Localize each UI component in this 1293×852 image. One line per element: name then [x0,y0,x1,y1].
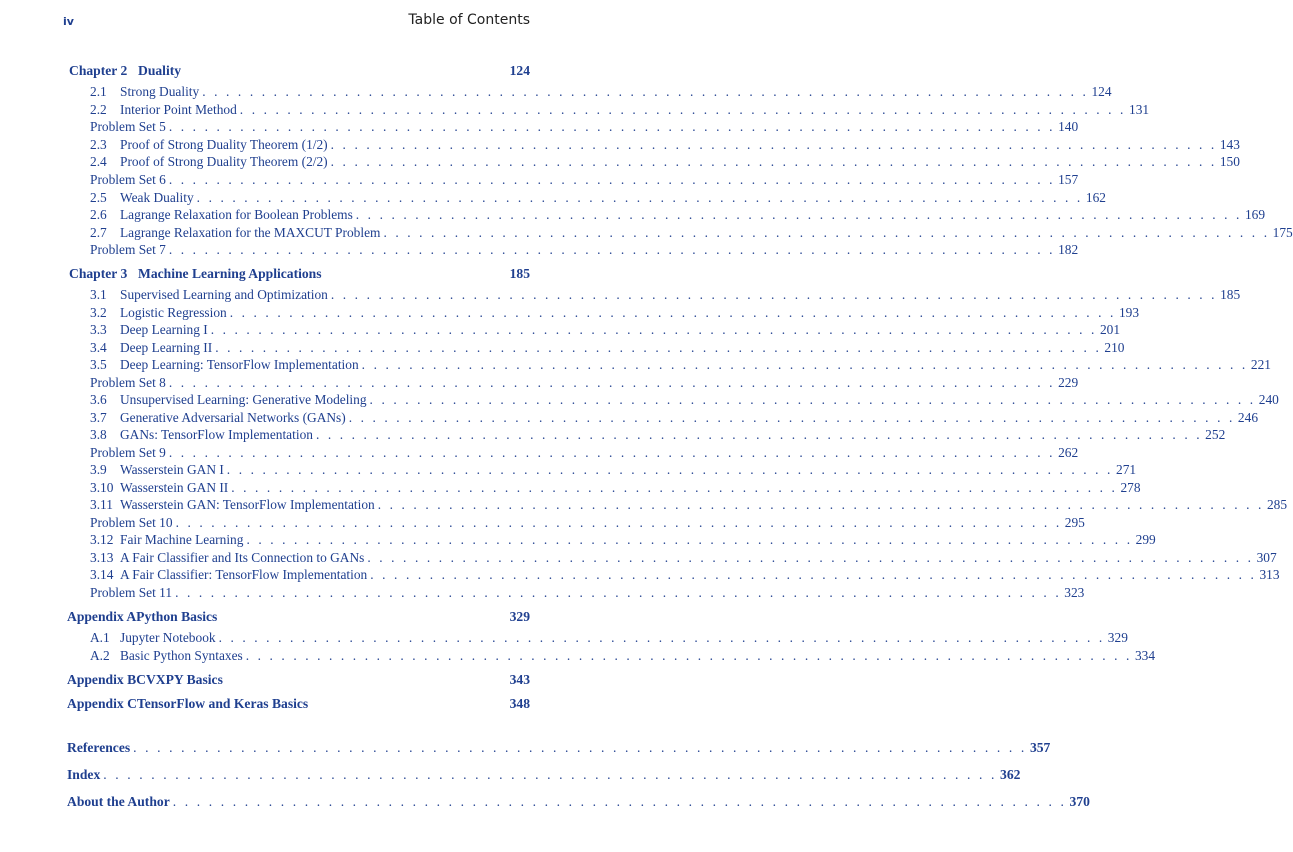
entry-label [90,224,380,241]
section-page: 285 [1266,497,1288,512]
section-number: 2.5 [90,189,107,205]
section-page: 271 [1116,462,1137,477]
section-page: 329 [1107,630,1128,645]
appendixB-heading[interactable] [67,671,530,688]
leader-dots: . . . . . . . . . . . . . . . . . . . . . . . . . . . . . . . . . . . . . . . . . . . . . . . . . . . . . . . . . . . . . . . . . . . . . . . . . . . [210,322,1097,337]
leader-dots: . . . . . . . . . . . . . . . . . . . . . . . . . . . . . . . . . . . . . . . . . . . . . . . . . . . . . . . . . . . . . . . . . . . . . . . . . . . [245,648,1132,663]
section-number: 3.8 [90,427,107,442]
backmatter-entry[interactable] [67,793,1090,810]
leader-dots: . . . . . . . . . . . . . . . . . . . . . . . . . . . . . . . . . . . . . . . . . . . . . . . . . . . . . . . . . . . . . . . . . . . . . . . . . . . [172,794,1067,809]
toc-entry[interactable] [90,136,1240,153]
leader-dots: . . . . . . . . . . . . . . . . . . . . . . . . . . . . . . . . . . . . . . . . . . . . . . . . . . . . . . . . . . . . . . . . . . . . . . . . . . . [202,84,1089,99]
toc-entry[interactable] [90,224,1293,241]
entry-label [90,496,375,513]
chapter-page: 329 [509,609,530,624]
toc-entry[interactable] [90,189,1106,206]
entry-label [90,286,328,303]
leader-dots: . . . . . . . . . . . . . . . . . . . . . . . . . . . . . . . . . . . . . . . . . . . . . . . . . . . . . . . . . . . . . . . . . . . . . . . . . . . [330,287,1218,302]
entry-label [90,118,166,135]
entry-label [90,426,313,443]
toc-entry[interactable] [90,426,1226,443]
toc-entry[interactable] [90,444,1079,461]
section-title: Problem Set 7 [90,242,166,258]
section-number: 3.6 [90,392,107,407]
section-page: 140 [1058,119,1079,135]
section-number: 3.11 [90,497,113,512]
chapter-number: Appendix B [67,672,137,687]
leader-dots: . . . . . . . . . . . . . . . . . . . . . . . . . . . . . . . . . . . . . . . . . . . . . . . . . . . . . . . . . . . . . . . . . . . . . . . . . . . [218,630,1105,645]
entry-label [90,304,227,321]
chapter-label [67,695,308,712]
chapter3-heading[interactable] [69,265,530,282]
section-page: 221 [1250,357,1271,372]
section-title: Strong Duality [120,84,200,99]
section-number: 3.5 [90,357,107,372]
section-page: 169 [1244,207,1266,223]
section-page: 334 [1134,648,1156,663]
section-title: Supervised Learning and Optimization [120,287,328,302]
section-page: 185 [1220,287,1241,302]
toc-entry[interactable] [90,531,1156,548]
section-page: 278 [1120,479,1141,495]
entry-label [90,171,166,188]
leader-dots: . . . . . . . . . . . . . . . . . . . . . . . . . . . . . . . . . . . . . . . . . . . . . . . . . . . . . . . . . . . . . . . . . . . . . . . . . . . [231,479,1118,495]
chapter2-heading[interactable] [69,62,530,79]
section-title: Problem Set 11 [90,584,173,600]
section-title: Deep Learning I [120,322,208,337]
leader-dots: . . . . . . . . . . . . . . . . . . . . . . . . . . . . . . . . . . . . . . . . . . . . . . . . . . . . . . . . . . . . . . . . . . . . . . . . . . . [168,374,1056,390]
section-title: GANs: TensorFlow Implementation [120,427,313,442]
section-number: 3.9 [90,462,107,477]
section-title: Wasserstein GAN: TensorFlow Implementation [120,497,375,512]
entry-label [90,339,212,356]
section-title: Jupyter Notebook [120,630,216,645]
section-title: Deep Learning: TensorFlow Implementation [120,357,359,372]
section-number: A.1 [90,630,110,645]
section-page: 150 [1219,154,1240,170]
backmatter-page: 357 [1029,740,1051,755]
section-number: 2.4 [90,154,107,170]
backmatter-page: 362 [1000,767,1021,782]
chapter-number: Chapter 3 [69,266,128,281]
entry-label [90,479,228,496]
section-title: Problem Set 5 [90,119,166,135]
chapter-label [67,671,223,688]
leader-dots: . . . . . . . . . . . . . . . . . . . . . . . . . . . . . . . . . . . . . . . . . . . . . . . . . . . . . . . . . . . . . . . . . . . . . . . . . . . [367,549,1254,565]
leader-dots: . . . . . . . . . . . . . . . . . . . . . . . . . . . . . . . . . . . . . . . . . . . . . . . . . . . . . . . . . . . . . . . . . . . . . . . . . . . [175,584,1062,600]
chapter-title: Python Basics [136,609,218,624]
section-title: Fair Machine Learning [120,532,244,547]
leader-dots: . . . . . . . . . . . . . . . . . . . . . . . . . . . . . . . . . . . . . . . . . . . . . . . . . . . . . . . . . . . . . . . . . . . . . . . . . . . [377,497,1264,512]
entry-label [90,101,237,118]
toc-entry[interactable] [90,118,1079,135]
toc-entry[interactable] [90,241,1079,258]
section-number: 2.6 [90,207,107,223]
section-number: 3.4 [90,339,107,355]
page-number: iv [63,15,74,28]
toc-entry[interactable] [90,409,1259,426]
toc-entry[interactable] [90,479,1141,496]
entry-label [90,391,367,408]
section-number: 2.3 [90,136,107,152]
leader-dots: . . . . . . . . . . . . . . . . . . . . . . . . . . . . . . . . . . . . . . . . . . . . . . . . . . . . . . . . . . . . . . . . . . . . . . . . . . . [370,567,1257,582]
chapter-title: CVXPY Basics [136,672,223,687]
toc-entry[interactable] [90,514,1085,531]
leader-dots: . . . . . . . . . . . . . . . . . . . . . . . . . . . . . . . . . . . . . . . . . . . . . . . . . . . . . . . . . . . . . . . . . . . . . . . . . . . [355,207,1242,223]
chapter-page: 124 [509,63,530,78]
section-title: Problem Set 6 [90,172,166,187]
toc-entry[interactable] [90,339,1125,356]
section-page: 193 [1118,304,1140,320]
entry-label [90,83,199,100]
section-number: A.2 [90,648,110,663]
leader-dots: . . . . . . . . . . . . . . . . . . . . . . . . . . . . . . . . . . . . . . . . . . . . . . . . . . . . . . . . . . . . . . . . . . . . . . . . . . . [330,154,1217,170]
leader-dots: . . . . . . . . . . . . . . . . . . . . . . . . . . . . . . . . . . . . . . . . . . . . . . . . . . . . . . . . . . . . . . . . . . . . . . . . . . . [383,224,1270,240]
section-page: 143 [1219,136,1240,152]
section-title: Basic Python Syntaxes [120,648,243,663]
toc-entry[interactable] [90,83,1112,100]
toc-entry[interactable] [90,321,1121,338]
section-number: 2.1 [90,84,107,99]
toc-entry[interactable] [90,374,1079,391]
section-page: 252 [1205,427,1226,442]
leader-dots: . . . . . . . . . . . . . . . . . . . . . . . . . . . . . . . . . . . . . . . . . . . . . . . . . . . . . . . . . . . . . . . . . . . . . . . . . . . [239,101,1126,117]
entry-label [90,566,367,583]
section-title: Problem Set 9 [90,444,166,460]
toc-entry[interactable] [90,391,1279,408]
section-title: Interior Point Method [120,101,237,117]
leader-dots: . . . . . . . . . . . . . . . . . . . . . . . . . . . . . . . . . . . . . . . . . . . . . . . . . . . . . . . . . . . . . . . . . . . . . . . . . . . [133,740,1027,755]
chapter-page: 185 [509,266,530,281]
section-number: 3.10 [90,479,114,495]
leader-dots: . . . . . . . . . . . . . . . . . . . . . . . . . . . . . . . . . . . . . . . . . . . . . . . . . . . . . . . . . . . . . . . . . . . . . . . . . . . [330,136,1217,152]
entry-label [90,647,243,664]
entry-label [90,136,328,153]
section-number: 3.12 [90,532,114,547]
section-page: 201 [1099,322,1121,337]
section-page: 299 [1135,532,1156,547]
section-page: 262 [1058,444,1079,460]
toc-entry[interactable] [90,286,1241,303]
section-page: 210 [1104,339,1125,355]
leader-dots: . . . . . . . . . . . . . . . . . . . . . . . . . . . . . . . . . . . . . . . . . . . . . . . . . . . . . . . . . . . . . . . . . . . . . . . . . . . [196,189,1083,205]
chapter-title: Duality [138,63,182,78]
leader-dots: . . . . . . . . . . . . . . . . . . . . . . . . . . . . . . . . . . . . . . . . . . . . . . . . . . . . . . . . . . . . . . . . . . . . . . . . . . . [315,427,1203,442]
chapter-title: TensorFlow and Keras Basics [136,696,309,711]
toc-entry[interactable] [90,171,1079,188]
entry-label [90,409,346,426]
toc-entry[interactable] [90,566,1280,583]
section-title: Weak Duality [120,189,194,205]
chapter-number: Appendix C [67,696,137,711]
section-number: 3.14 [90,567,114,582]
chapter-label [67,608,217,625]
leader-dots: . . . . . . . . . . . . . . . . . . . . . . . . . . . . . . . . . . . . . . . . . . . . . . . . . . . . . . . . . . . . . . . . . . . . . . . . . . . [246,532,1133,547]
section-page: 182 [1058,242,1079,258]
section-title: A Fair Classifier and Its Connection to GANs [120,549,365,565]
section-page: 246 [1237,409,1259,425]
section-title: Wasserstein GAN II [120,479,229,495]
leader-dots: . . . . . . . . . . . . . . . . . . . . . . . . . . . . . . . . . . . . . . . . . . . . . . . . . . . . . . . . . . . . . . . . . . . . . . . . . . . [168,119,1056,135]
toc-entry[interactable] [90,496,1288,513]
section-title: Lagrange Relaxation for the MAXCUT Problem [120,224,381,240]
section-page: 131 [1129,101,1150,117]
backmatter-title: Index [67,767,101,782]
entry-label [90,356,359,373]
leader-dots: . . . . . . . . . . . . . . . . . . . . . . . . . . . . . . . . . . . . . . . . . . . . . . . . . . . . . . . . . . . . . . . . . . . . . . . . . . . [361,357,1248,372]
section-page: 295 [1064,514,1085,530]
section-number: 3.2 [90,304,107,320]
backmatter-title: References [67,740,131,755]
section-page: 229 [1058,374,1079,390]
section-title: Logistic Regression [120,304,227,320]
entry-label [90,531,243,548]
backmatter-entry[interactable] [67,739,1051,756]
entry-label [90,461,224,478]
leader-dots: . . . . . . . . . . . . . . . . . . . . . . . . . . . . . . . . . . . . . . . . . . . . . . . . . . . . . . . . . . . . . . . . . . . . . . . . . . . [226,462,1113,477]
toc-entry[interactable] [90,101,1150,118]
backmatter-title: About the Author [67,794,170,809]
section-page: 124 [1091,84,1112,99]
section-title: Problem Set 10 [90,514,173,530]
toc-entry[interactable] [90,153,1240,170]
appendixC-heading[interactable] [67,695,530,712]
section-page: 323 [1064,584,1085,600]
section-title: Problem Set 8 [90,374,166,390]
section-page: 157 [1058,172,1079,187]
entry-label [90,153,328,170]
appendixA-heading[interactable] [67,608,530,625]
entry-label [90,321,208,338]
section-page: 162 [1085,189,1106,205]
section-number: 2.2 [90,101,107,117]
section-title: Proof of Strong Duality Theorem (2/2) [120,154,328,170]
leader-dots: . . . . . . . . . . . . . . . . . . . . . . . . . . . . . . . . . . . . . . . . . . . . . . . . . . . . . . . . . . . . . . . . . . . . . . . . . . . [215,339,1102,355]
toc-entry[interactable] [90,304,1140,321]
section-page: 313 [1259,567,1280,582]
leader-dots: . . . . . . . . . . . . . . . . . . . . . . . . . . . . . . . . . . . . . . . . . . . . . . . . . . . . . . . . . . . . . . . . . . . . . . . . . . . [168,242,1056,258]
backmatter-page: 370 [1069,794,1090,809]
running-header-title: Table of Contents [408,12,530,28]
toc-entry[interactable] [90,584,1085,601]
section-title: A Fair Classifier: TensorFlow Implementation [120,567,368,582]
section-title: Lagrange Relaxation for Boolean Problems [120,207,353,223]
chapter-number: Chapter 2 [69,63,128,78]
entry-label [90,514,173,531]
section-title: Wasserstein GAN I [120,462,224,477]
leader-dots: . . . . . . . . . . . . . . . . . . . . . . . . . . . . . . . . . . . . . . . . . . . . . . . . . . . . . . . . . . . . . . . . . . . . . . . . . . . [168,444,1056,460]
entry-label [90,444,166,461]
section-title: Unsupervised Learning: Generative Modeling [120,392,367,407]
toc-entry[interactable] [90,549,1277,566]
section-number: 2.7 [90,224,107,240]
leader-dots: . . . . . . . . . . . . . . . . . . . . . . . . . . . . . . . . . . . . . . . . . . . . . . . . . . . . . . . . . . . . . . . . . . . . . . . . . . . [229,304,1116,320]
toc-entry[interactable] [90,206,1266,223]
section-page: 240 [1258,392,1279,407]
chapter-label [69,265,322,282]
entry-label [90,206,353,223]
entry-label [90,629,216,646]
chapter-page: 348 [509,696,530,711]
leader-dots: . . . . . . . . . . . . . . . . . . . . . . . . . . . . . . . . . . . . . . . . . . . . . . . . . . . . . . . . . . . . . . . . . . . . . . . . . . . [175,514,1062,530]
leader-dots: . . . . . . . . . . . . . . . . . . . . . . . . . . . . . . . . . . . . . . . . . . . . . . . . . . . . . . . . . . . . . . . . . . . . . . . . . . . [348,409,1235,425]
section-number: 3.13 [90,549,114,565]
entry-label [90,374,166,391]
section-page: 307 [1256,549,1277,565]
entry-label [90,189,194,206]
leader-dots: . . . . . . . . . . . . . . . . . . . . . . . . . . . . . . . . . . . . . . . . . . . . . . . . . . . . . . . . . . . . . . . . . . . . . . . . . . . [103,767,998,782]
toc-entry[interactable] [90,647,1156,664]
section-number: 3.3 [90,322,107,337]
leader-dots: . . . . . . . . . . . . . . . . . . . . . . . . . . . . . . . . . . . . . . . . . . . . . . . . . . . . . . . . . . . . . . . . . . . . . . . . . . . [369,392,1256,407]
entry-label [90,584,172,601]
toc-entry[interactable] [90,629,1128,646]
entry-label [90,549,364,566]
backmatter-entry[interactable] [67,766,1021,783]
chapter-page: 343 [509,672,530,687]
section-number: 3.7 [90,409,107,425]
section-title: Proof of Strong Duality Theorem (1/2) [120,136,328,152]
toc-entry[interactable] [90,461,1137,478]
section-page: 175 [1272,224,1293,240]
chapter-number: Appendix A [67,609,137,624]
leader-dots: . . . . . . . . . . . . . . . . . . . . . . . . . . . . . . . . . . . . . . . . . . . . . . . . . . . . . . . . . . . . . . . . . . . . . . . . . . . [168,172,1056,187]
chapter-label [69,62,181,79]
section-title: Generative Adversarial Networks (GANs) [120,409,346,425]
entry-label [90,241,166,258]
chapter-title: Machine Learning Applications [138,266,322,281]
section-number: 3.1 [90,287,107,302]
toc-entry[interactable] [90,356,1271,373]
section-title: Deep Learning II [120,339,213,355]
